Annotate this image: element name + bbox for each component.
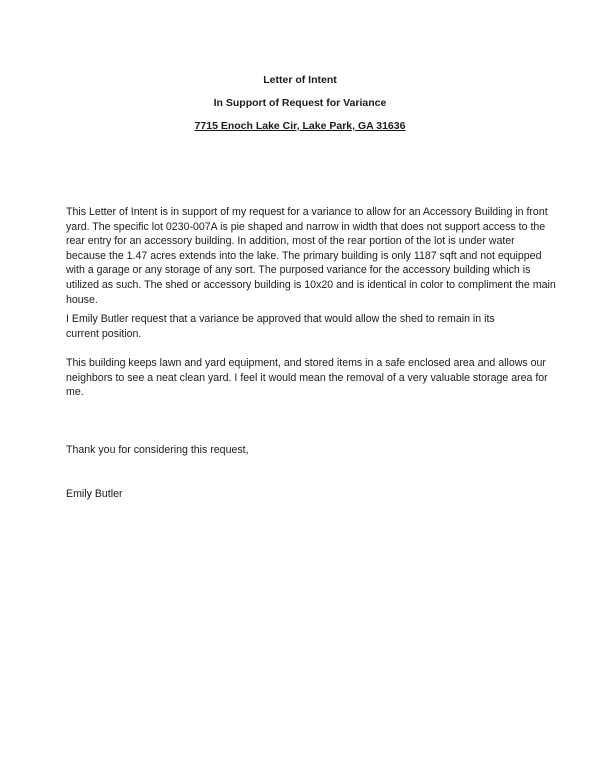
text-line: me. <box>66 386 84 399</box>
text-line: This Letter of Intent is in support of my request for a variance to allow for an Accessory Building in front <box>66 206 548 218</box>
text-line: This building keeps lawn and yard equipment, and stored items in a safe enclosed area and allows our <box>66 357 546 369</box>
property-address: 7715 Enoch Lake Cir, Lake Park, GA 31636 <box>194 120 406 132</box>
text-line: house. <box>66 293 98 306</box>
text-line: yard. The specific lot 0230-007A is pie shaped and narrow in width that does not support access to the <box>66 220 546 233</box>
text-line: Thank you for considering this request, <box>66 444 249 456</box>
text-line: I Emily Butler request that a variance be approved that would allow the shed to remain in its <box>66 313 495 325</box>
text-line: utilized as such. The shed or accessory building is 10x20 and is identical in color to compliment the main <box>66 278 556 291</box>
letter-subtitle: In Support of Request for Variance <box>213 97 387 109</box>
paragraph-reason <box>66 205 566 307</box>
text-line: current position. <box>66 327 142 340</box>
text-line: neighbors to see a neat clean yard. I feel it would mean the removal of a very valuable storage area for <box>66 371 548 384</box>
paragraph-request <box>66 312 566 341</box>
letter-title: Letter of Intent <box>263 74 337 86</box>
closing <box>66 443 566 458</box>
text-line: rear entry for an accessory building. In addition, most of the rear portion of the lot is under water <box>66 235 515 248</box>
text-line: with a garage or any storage of any sort. The purposed variance for the accessory building which is <box>66 264 531 277</box>
paragraph-benefits <box>66 356 566 400</box>
signature-name <box>66 487 566 502</box>
text-line: because the 1.47 acres extends into the lake. The primary building is only 1187 sqft and not equipped <box>66 249 542 262</box>
text-line: Emily Butler <box>66 488 123 500</box>
